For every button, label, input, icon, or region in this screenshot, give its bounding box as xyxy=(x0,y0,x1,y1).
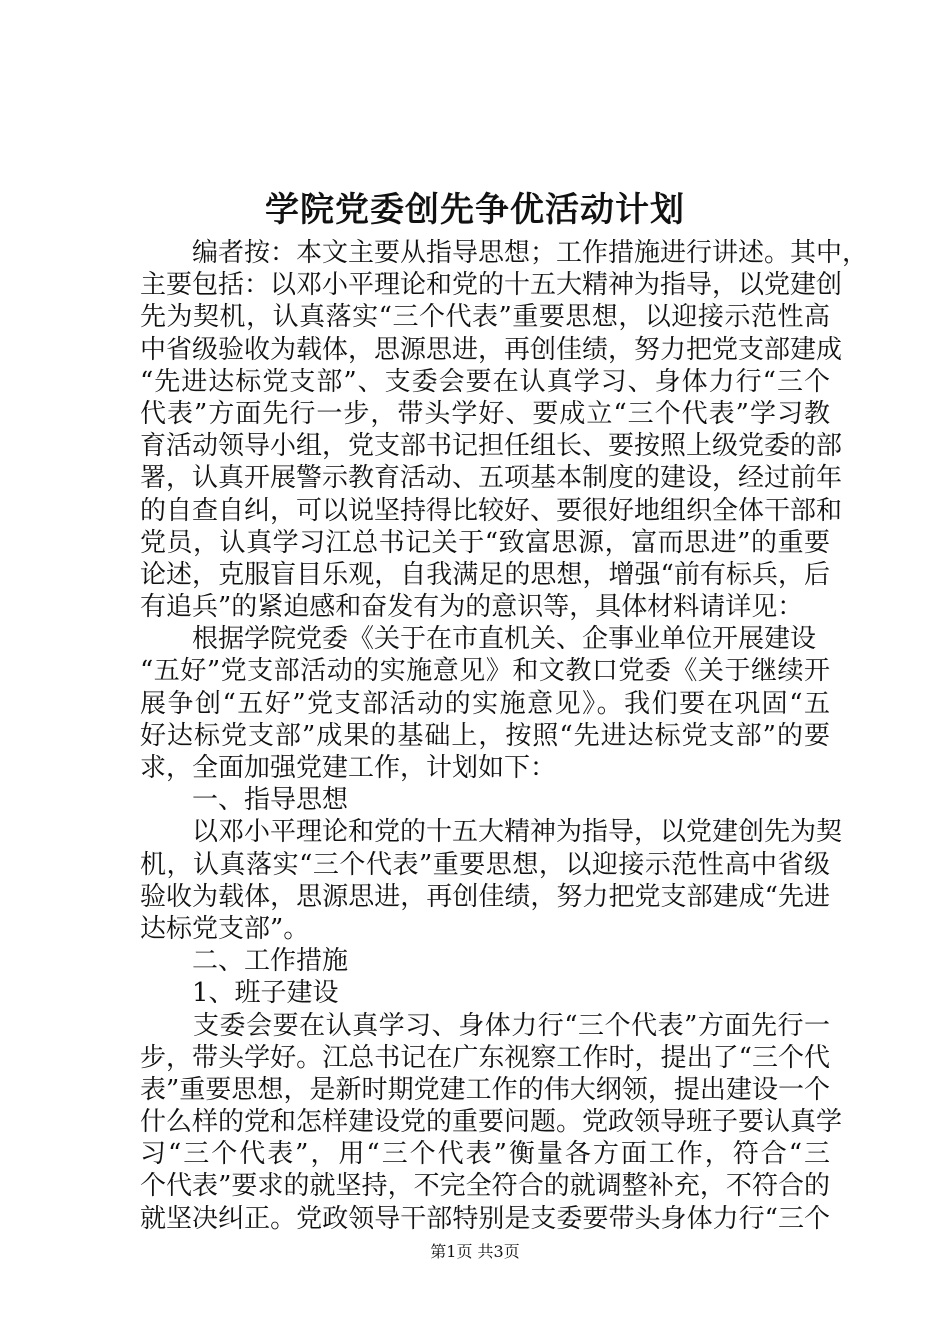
text-line: 中省级验收为载体，思源思进，再创佳绩，努力把党支部建成 xyxy=(140,334,843,365)
text-line: 育活动领导小组，党支部书记担任组长、要按照上级党委的部 xyxy=(140,431,843,462)
text-line: 论述，克服盲目乐观，自我满足的思想，增强“前有标兵，后 xyxy=(140,559,830,590)
text-line: 编者按：本文主要从指导思想；工作措施进行讲述。其中， xyxy=(140,238,869,268)
document-title: 学院党委创先争优活动计划 xyxy=(265,190,685,230)
text-line: “五好”党支部活动的实施意见》和文教口党委《关于继续开 xyxy=(140,656,830,687)
text-line: 根据学院党委《关于在市直机关、企事业单位开展建设 xyxy=(140,624,817,655)
text-line: 支委会要在认真学习、身体力行“三个代表”方面先行一 xyxy=(140,1010,830,1041)
text-line: 达标党支部”。 xyxy=(140,913,310,944)
text-line: 党员，认真学习江总书记关于“致富思源，富而思进”的重要 xyxy=(140,527,830,558)
text-line: 先为契机，认真落实“三个代表”重要思想，以迎接示范性高 xyxy=(140,302,830,333)
text-line: 展争创“五好”党支部活动的实施意见》。我们要在巩固“五 xyxy=(140,688,830,719)
text-line: 以邓小平理论和党的十五大精神为指导，以党建创先为契 xyxy=(140,817,843,848)
page-footer: 第1页 共3页 xyxy=(430,1242,520,1261)
text-line: 验收为载体，思源思进，再创佳绩，努力把党支部建成“先进 xyxy=(140,881,830,912)
text-line: 习“三个代表”，用“三个代表”衡量各方面工作，符合“三 xyxy=(140,1139,830,1170)
text-line: 机，认真落实“三个代表”重要思想，以迎接示范性高中省级 xyxy=(140,849,830,880)
text-line: 1、班子建设 xyxy=(140,978,339,1009)
text-line: 好达标党支部”成果的基础上，按照“先进达标党支部”的要 xyxy=(140,720,830,751)
text-line: 什么样的党和怎样建设党的重要问题。党政领导班子要认真学 xyxy=(140,1107,843,1138)
text-line: 署，认真开展警示教育活动、五项基本制度的建设，经过前年 xyxy=(140,463,843,494)
text-line: 就坚决纠正。党政领导干部特别是支委要带头身体力行“三个 xyxy=(140,1203,830,1234)
text-line: 二、工作措施 xyxy=(140,946,349,977)
text-line: 主要包括：以邓小平理论和党的十五大精神为指导，以党建创 xyxy=(140,270,843,301)
text-line: “先进达标党支部”、支委会要在认真学习、身体力行“三个 xyxy=(140,366,830,397)
text-line: 有追兵”的紧迫感和奋发有为的意识等，具体材料请详见： xyxy=(140,592,804,623)
text-line: 个代表”要求的就坚持，不完全符合的就调整补充，不符合的 xyxy=(140,1171,830,1202)
text-line: 代表”方面先行一步，带头学好、要成立“三个代表”学习教 xyxy=(140,398,830,429)
text-line: 步，带头学好。江总书记在广东视察工作时，提出了“三个代 xyxy=(140,1042,830,1073)
text-line: 一、指导思想 xyxy=(140,785,349,816)
document-body xyxy=(140,237,869,1235)
text-line: 的自查自纠，可以说坚持得比较好、要很好地组织全体干部和 xyxy=(140,495,843,526)
text-line: 求，全面加强党建工作，计划如下： xyxy=(140,753,557,783)
text-line: 表”重要思想，是新时期党建工作的伟大纲领，提出建设一个 xyxy=(140,1074,830,1105)
